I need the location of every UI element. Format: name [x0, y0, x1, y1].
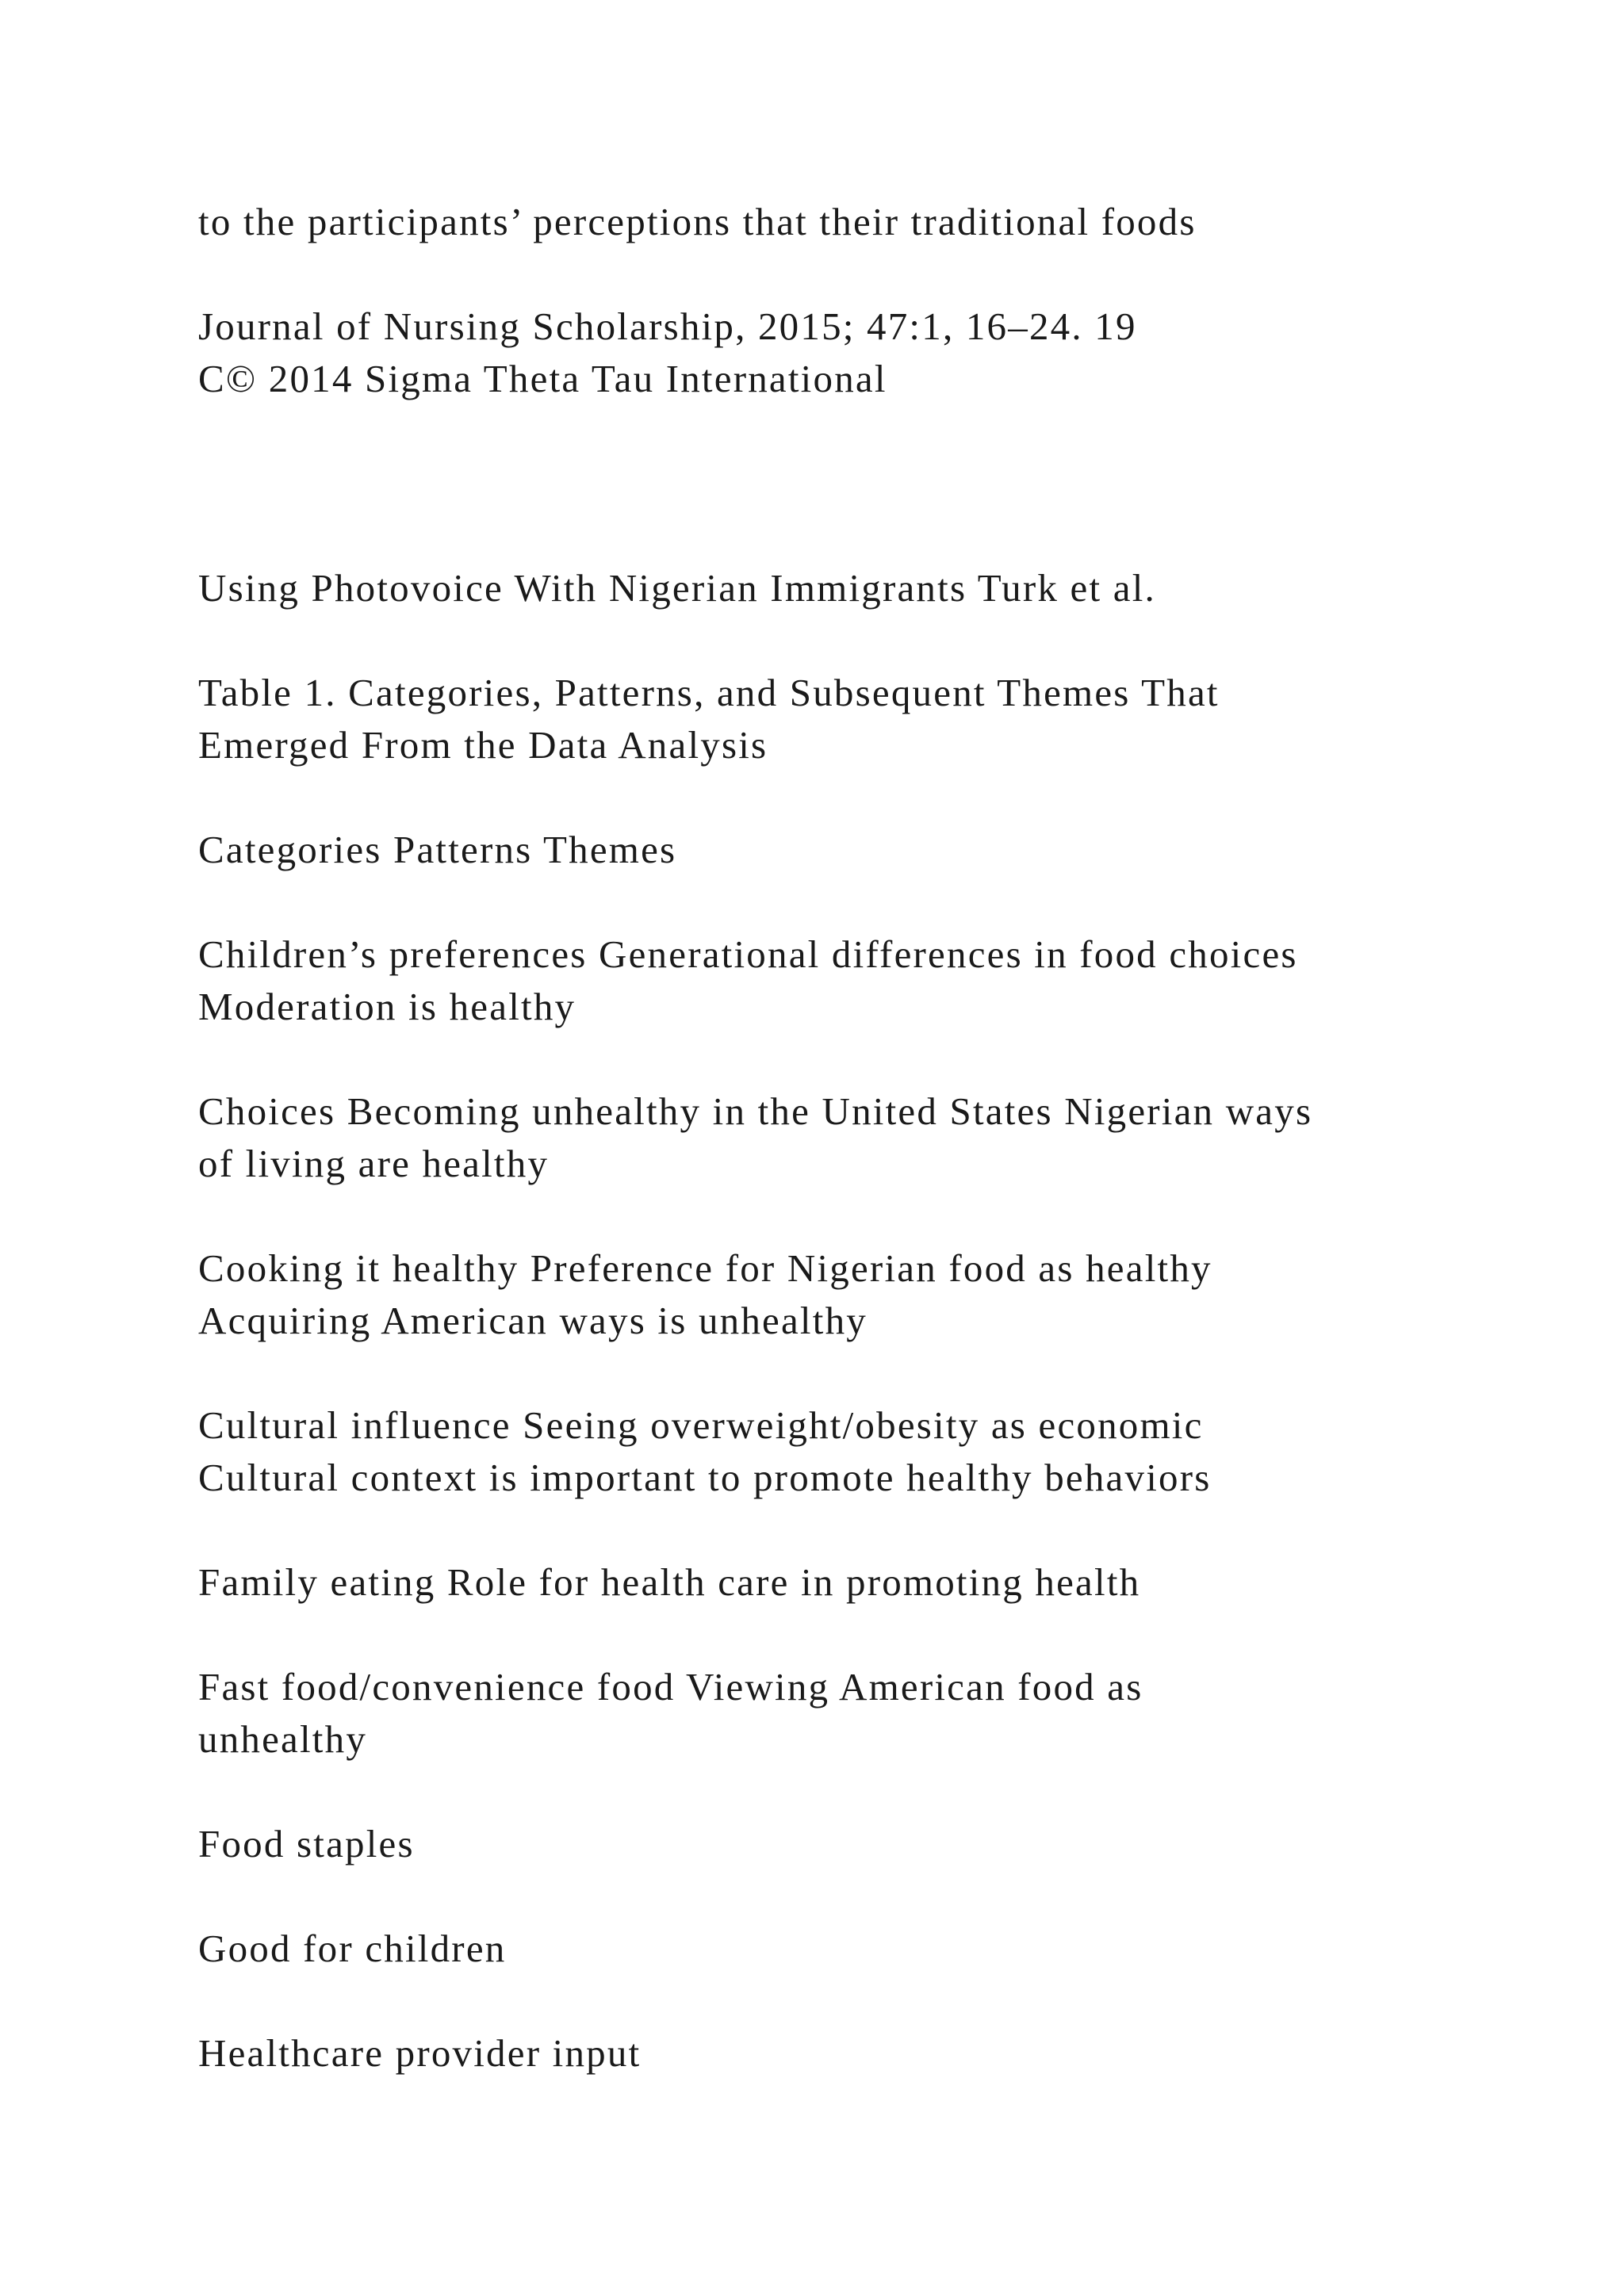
- text-line: Choices Becoming unhealthy in the United States Nigerian ways: [198, 1089, 1313, 1133]
- running-header: [198, 562, 1546, 614]
- text-line: Using Photovoice With Nigerian Immigrants Turk et al.: [198, 566, 1156, 610]
- text-line: Cultural influence Seeing overweight/obesity as economic: [198, 1403, 1204, 1447]
- text-line: Moderation is healthy: [198, 985, 576, 1028]
- table-row: [198, 1818, 1546, 1870]
- table-row: [198, 1923, 1546, 1975]
- table-row: [198, 1399, 1546, 1504]
- text-line: C© 2014 Sigma Theta Tau International: [198, 357, 887, 400]
- text-line: Family eating Role for health care in promoting health: [198, 1560, 1141, 1604]
- text-paragraph-continuation: [198, 196, 1546, 248]
- text-line: Table 1. Categories, Patterns, and Subsequent Themes That: [198, 671, 1220, 714]
- table-row: [198, 2027, 1546, 2080]
- table-row: [198, 1661, 1546, 1766]
- table-row: [198, 1085, 1546, 1190]
- table-row: [198, 1556, 1546, 1609]
- journal-citation: [198, 300, 1546, 405]
- text-line: Acquiring American ways is unhealthy: [198, 1299, 868, 1342]
- text-line: Emerged From the Data Analysis: [198, 723, 768, 767]
- table-row: [198, 1242, 1546, 1347]
- text-line: to the participants’ perceptions that their traditional foods: [198, 200, 1197, 243]
- text-line: Cooking it healthy Preference for Nigerian food as healthy: [198, 1246, 1212, 1290]
- text-line: Journal of Nursing Scholarship, 2015; 47:1, 16–24. 19: [198, 304, 1137, 348]
- text-line: Food staples: [198, 1822, 415, 1866]
- text-line: Categories Patterns Themes: [198, 828, 677, 871]
- text-line: unhealthy: [198, 1717, 368, 1761]
- text-line: Fast food/convenience food Viewing American food as: [198, 1665, 1143, 1709]
- text-line: Healthcare provider input: [198, 2031, 642, 2075]
- table-caption: [198, 667, 1546, 771]
- table-header-row: [198, 824, 1546, 876]
- table-row: [198, 928, 1546, 1033]
- text-line: of living are healthy: [198, 1142, 550, 1185]
- text-line: Good for children: [198, 1927, 507, 1970]
- text-line: Cultural context is important to promote healthy behaviors: [198, 1456, 1212, 1499]
- text-line: Children’s preferences Generational differences in food choices: [198, 932, 1298, 976]
